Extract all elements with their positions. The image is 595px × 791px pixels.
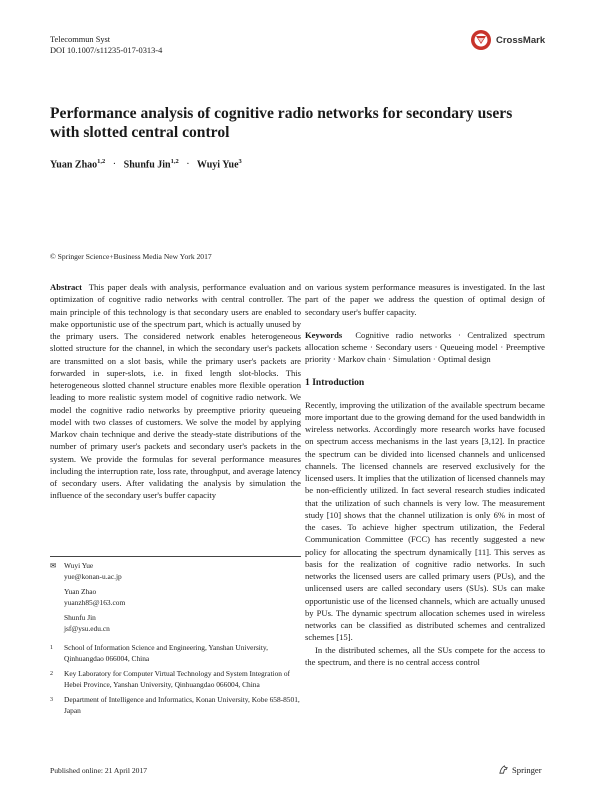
publication-date: Published online: 21 April 2017 <box>50 766 148 775</box>
running-header <box>50 34 162 56</box>
crossmark-label: CrossMark <box>496 34 546 46</box>
journal-name: Telecommun Syst <box>50 35 111 44</box>
affiliation <box>50 669 301 690</box>
copyright-notice: © Springer Science+Business Media New York 2017 <box>50 252 212 261</box>
author-affiliation-mark: 1,2 <box>170 158 179 165</box>
correspondent-email[interactable]: jsf@ysu.edu.cn <box>64 623 110 633</box>
correspondent-email[interactable]: yuanzh85@163.com <box>64 597 126 607</box>
abstract-label: Abstract <box>50 282 82 292</box>
abstract-text: This paper deals with analysis, performance evaluation and optimization of cognitive radio networks with central controller. The main principle of this technology is that secondary users are enabled to make opportunistic use of the spectrum part, which is actually unused by the primary users. The considered network enables heterogeneous slotted structure for the channel, in which the secondary user's packets are transmitted on a slot basis, while the primary user's packets are forwarded in super-slots, i.e. in fixed length slot-blocks. This heterogeneous slotted channel structure enables more flexible operation leading to more realistic system model of cognitive radio network. We model the cognitive radio networks by preemptive priority queueing model with two classes of customers. We solve the model by applying Markov chain technique and derive the steady-state distributions of the number of primary user's packets and secondary user's packets in the system. We provide the formulas for several performance measures including the interruption rate, loss rate, throughput, and average latency of secondary users. After validating the analysis by simulation the influence of the secondary user's buffer capacity <box>50 282 302 501</box>
correspondent-name: Yuan Zhao <box>64 587 97 596</box>
envelope-icon: ✉ <box>50 561 57 570</box>
affiliation <box>50 695 301 716</box>
crossmark-badge[interactable] <box>470 27 550 53</box>
affiliation-number: 2 <box>50 671 53 677</box>
footnote-divider <box>50 556 301 557</box>
affiliation-number: 1 <box>50 645 53 651</box>
publisher-name: Springer <box>512 764 542 775</box>
paper-title: Performance analysis of cognitive radio networks for secondary users with slotted central control <box>50 105 513 141</box>
affiliation-text: Department of Intelligence and Informatics, Konan University, Kobe 658-8501, Japan <box>64 695 300 715</box>
intro-paragraph: Recently, improving the utilization of the available spectrum became more important due to the growing demand for the used bandwidth in wireless networks. Accordingly more research works have focused on spectrum access mechanisms in the last years [3,12]. In practice the spectrum can be divided into licensed channels and unlicensed channels. The licensed channels are reserved exclusively for the licensed users. It implies that the utilization of licensed channels may be non-efficiently utilized. In fact several research studies indicated that the utilization of such channels is very low. The measurement study [10] shows that the channel utilization is only 6% in most of the cases. To achieve higher spectrum utilization, the Federal Communication Committee (FCC) has recently suggested a new policy for allocating the spectrum dynamically [11]. This serves as basis for the realization of cognitive radio networks. In such networks the licensed users are called primary users (PUs), and the unlicensed users are called secondary users (SUs). SUs can make opportunistic use of the licensed channels, which are actually unused by PUs. The dynamic spectrum allocation schemes used in wireless networks can be classified as distributed schemes and centralized schemes [15]. <box>305 399 545 643</box>
correspondence-entry <box>50 613 301 634</box>
author-separator: · <box>112 159 117 171</box>
correspondence-symbol <box>50 587 64 608</box>
author-name[interactable]: Yuan Zhao <box>50 159 98 171</box>
correspondence-block <box>50 561 301 716</box>
keywords <box>305 329 545 366</box>
correspondent-name: Wuyi Yue <box>64 561 94 570</box>
affiliation <box>50 643 301 664</box>
crossmark-icon <box>470 29 492 51</box>
left-column <box>50 281 301 502</box>
publisher-logo <box>498 764 542 775</box>
correspondent-name: Shunfu Jin <box>64 613 96 622</box>
correspondence-symbol <box>50 613 64 634</box>
author-name[interactable]: Wuyi Yue <box>196 159 239 171</box>
correspondence-entry <box>50 561 301 582</box>
correspondence-entry <box>50 587 301 608</box>
doi[interactable]: DOI 10.1007/s11235-017-0313-4 <box>50 46 163 55</box>
correspondent-email[interactable]: yue@konan-u.ac.jp <box>64 571 122 581</box>
affiliation-text: School of Information Science and Engineering, Yanshan University, Qinhuangdao 066004, China <box>64 643 268 663</box>
springer-horse-icon <box>498 764 509 775</box>
intro-paragraph: In the distributed schemes, all the SUs compete for the access to the spectrum, and there is no central access control <box>305 644 545 667</box>
abstract <box>50 281 301 502</box>
keywords-label: Keywords <box>305 329 343 340</box>
affiliation-number: 3 <box>50 697 53 703</box>
author-list <box>50 158 242 170</box>
author-affiliation-mark: 1,2 <box>97 158 106 165</box>
section-heading-introduction: 1 Introduction <box>305 376 365 388</box>
right-column <box>305 281 545 668</box>
abstract-continued: on various system performance measures is investigated. In the last part of the paper we address the question of optimal design of secondary user's buffer capacity. <box>305 282 545 317</box>
author-name[interactable]: Shunfu Jin <box>123 159 171 171</box>
author-separator: · <box>186 159 190 171</box>
author-affiliation-mark: 3 <box>238 158 242 165</box>
keywords-text: Cognitive radio networks · Centralized spectrum allocation scheme · Secondary users · Queueing model · Preemptive priority · Markov chain · Simulation · Optimal design <box>305 329 545 365</box>
affiliation-text: Key Laboratory for Computer Virtual Technology and System Integration of Hebei Province, Yanshan University, Qinhuangdao 066004, China <box>64 669 290 689</box>
